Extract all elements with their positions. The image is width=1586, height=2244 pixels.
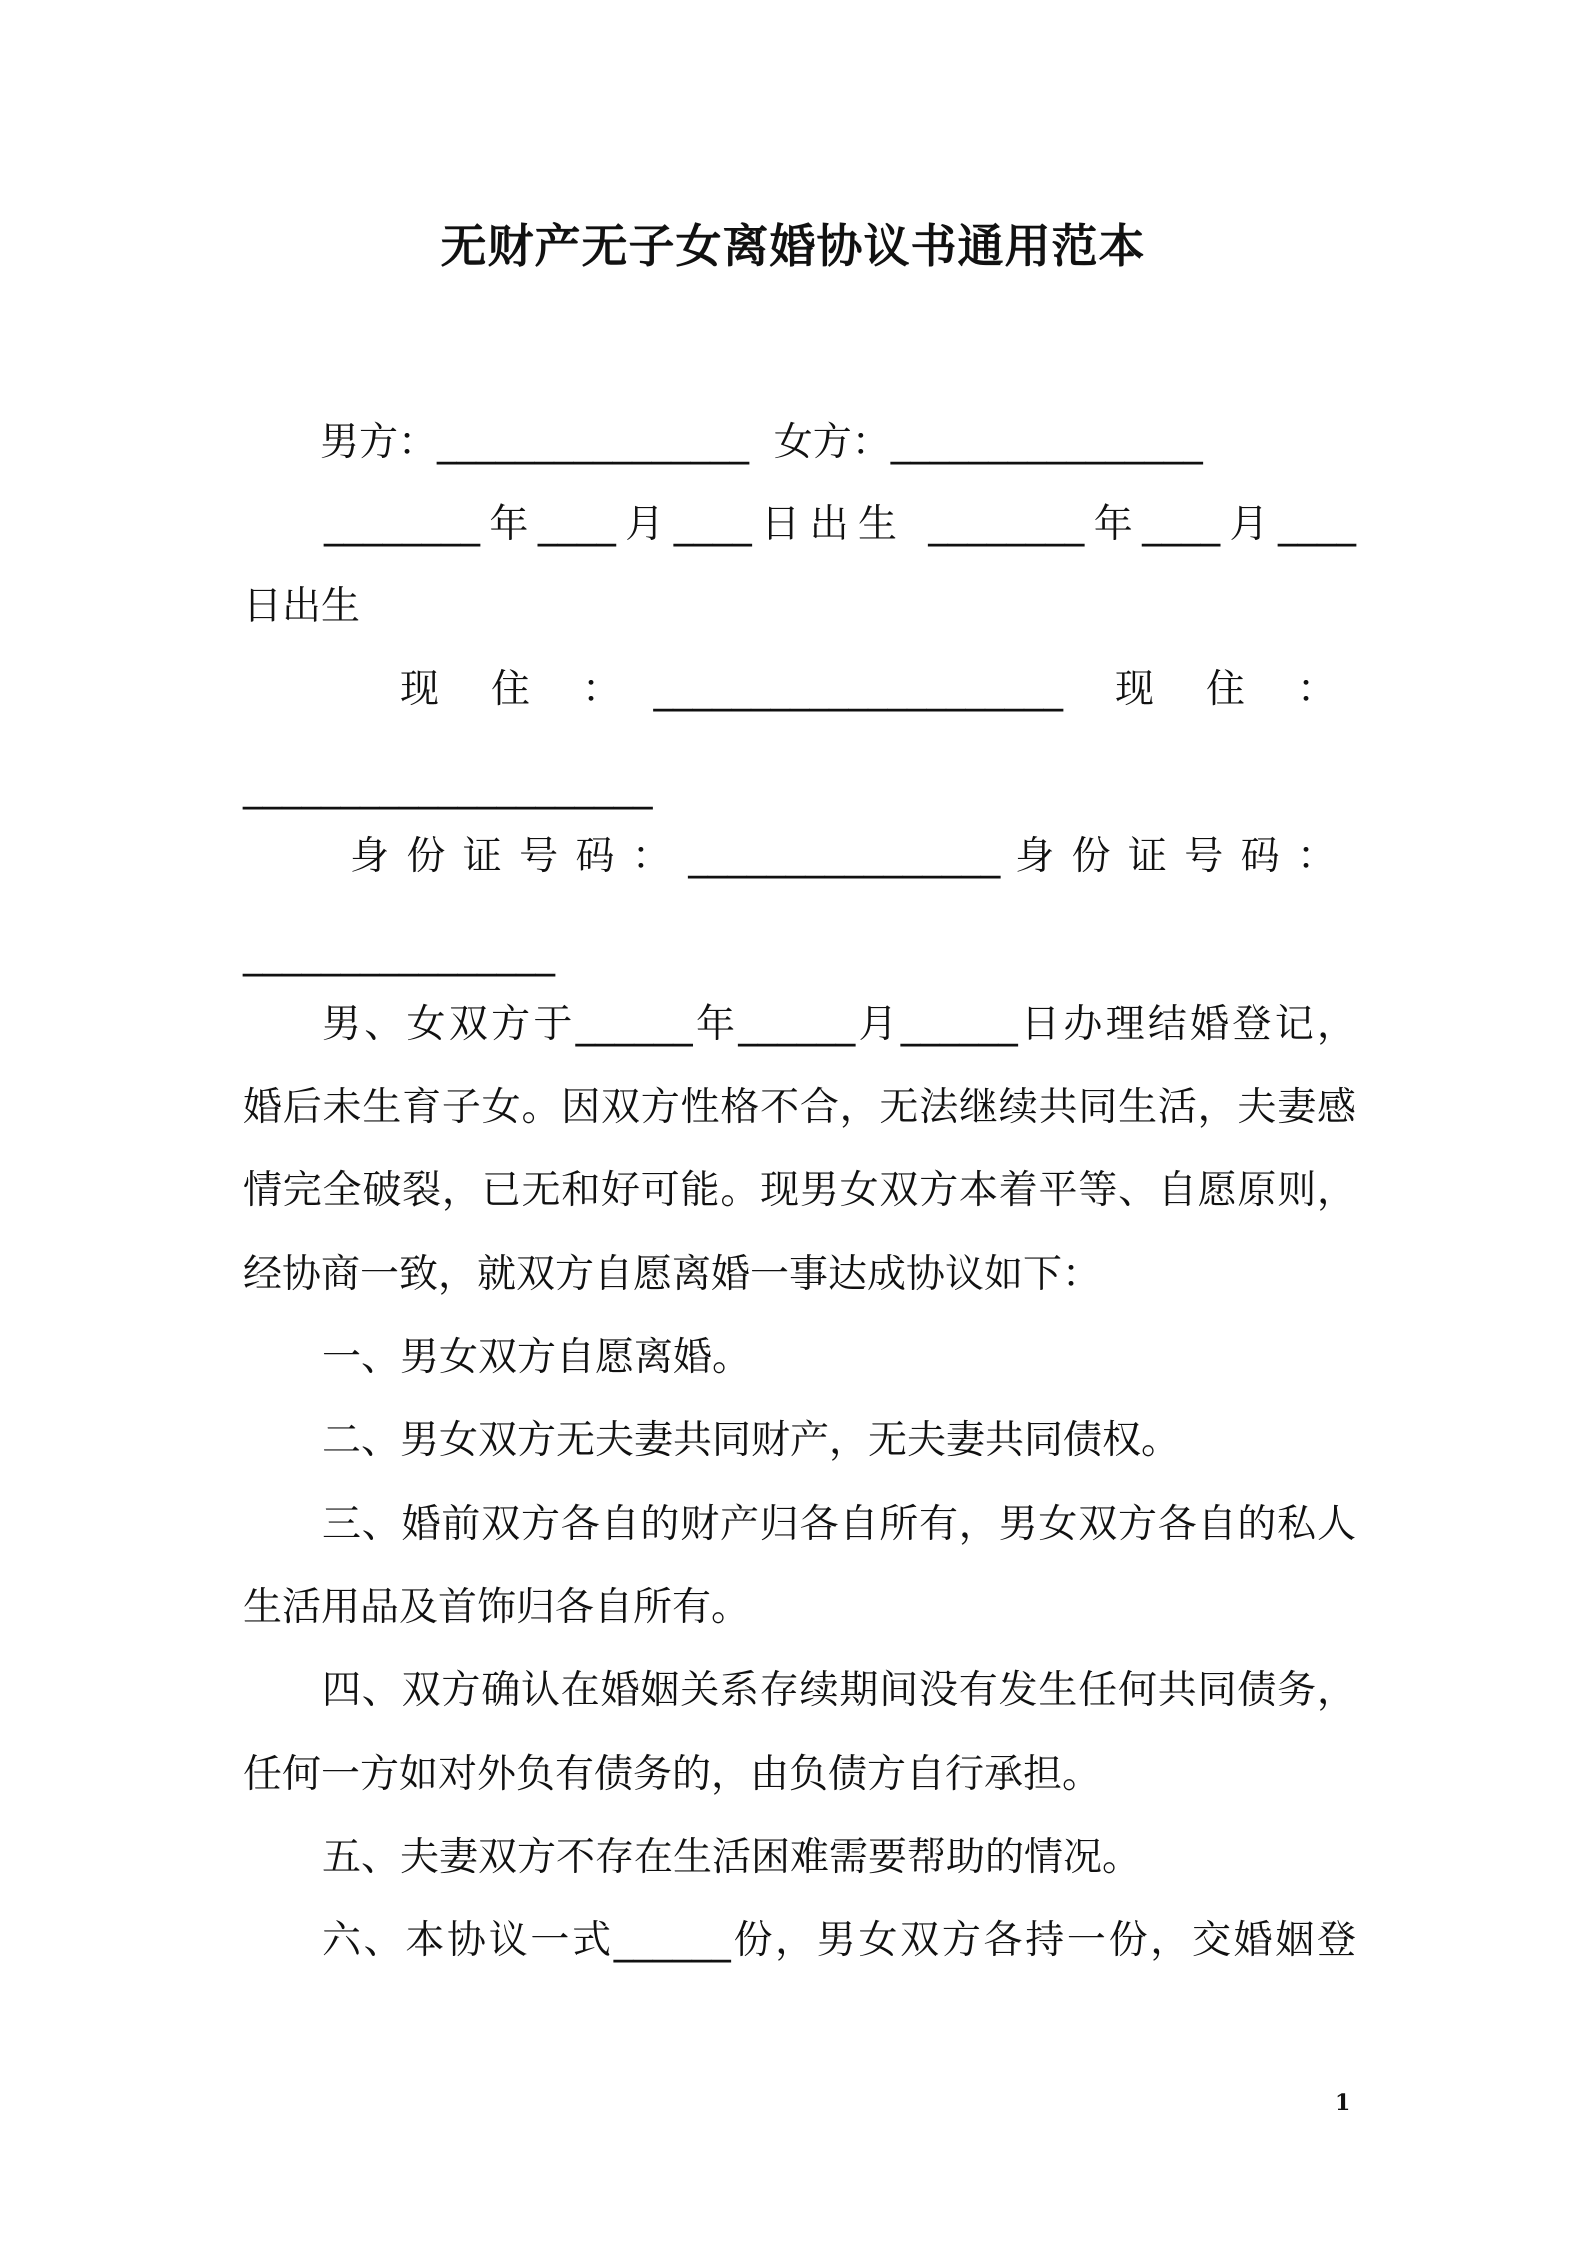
document-title: 无财产无子女离婚协议书通用范本 bbox=[440, 219, 1146, 273]
id-number-line: 身 份 证 号 码 ： ________________ 身 份 证 号 码 ： bbox=[350, 834, 1336, 879]
residence-line-cont: _____________________ bbox=[243, 765, 653, 810]
preamble-line-3: 情完全破裂，已无和好可能。现男女双方本着平等、自愿原则， bbox=[243, 1168, 1356, 1213]
birth-date-line-cont: 日出生 bbox=[243, 584, 361, 629]
birth-date-line: ________年____月____日出生 ________年____月____ bbox=[324, 502, 1356, 547]
party-names-line: 男方：________________ 女方：________________ bbox=[320, 420, 1203, 465]
clause-6-line-1: 六、本协议一式______份，男女双方各持一份，交婚姻登 bbox=[322, 1918, 1356, 1963]
preamble-line-4: 经协商一致，就双方自愿离婚一事达成协议如下： bbox=[243, 1252, 1102, 1297]
clause-3-line-1: 三、婚前双方各自的财产归各自所有，男女双方各自的私人 bbox=[322, 1502, 1356, 1547]
residence-line: 现 住 ： _____________________ 现 住 ： bbox=[400, 667, 1336, 712]
preamble-line-2: 婚后未生育子女。因双方性格不合，无法继续共同生活，夫妻感 bbox=[243, 1085, 1356, 1130]
clause-5: 五、夫妻双方不存在生活困难需要帮助的情况。 bbox=[322, 1835, 1142, 1880]
id-number-line-cont: ________________ bbox=[243, 932, 555, 977]
clause-1: 一、男女双方自愿离婚。 bbox=[322, 1335, 752, 1380]
page-number: 1 bbox=[1335, 2090, 1351, 2116]
clause-3-line-2: 生活用品及首饰归各自所有。 bbox=[243, 1585, 751, 1630]
clause-4-line-2: 任何一方如对外负有债务的，由负债方自行承担。 bbox=[243, 1752, 1102, 1797]
clause-4-line-1: 四、双方确认在婚姻关系存续期间没有发生任何共同债务， bbox=[322, 1668, 1356, 1713]
preamble-line-1: 男、女双方于______年______月______日办理结婚登记， bbox=[322, 1002, 1356, 1047]
clause-2: 二、男女双方无夫妻共同财产，无夫妻共同债权。 bbox=[322, 1418, 1181, 1463]
